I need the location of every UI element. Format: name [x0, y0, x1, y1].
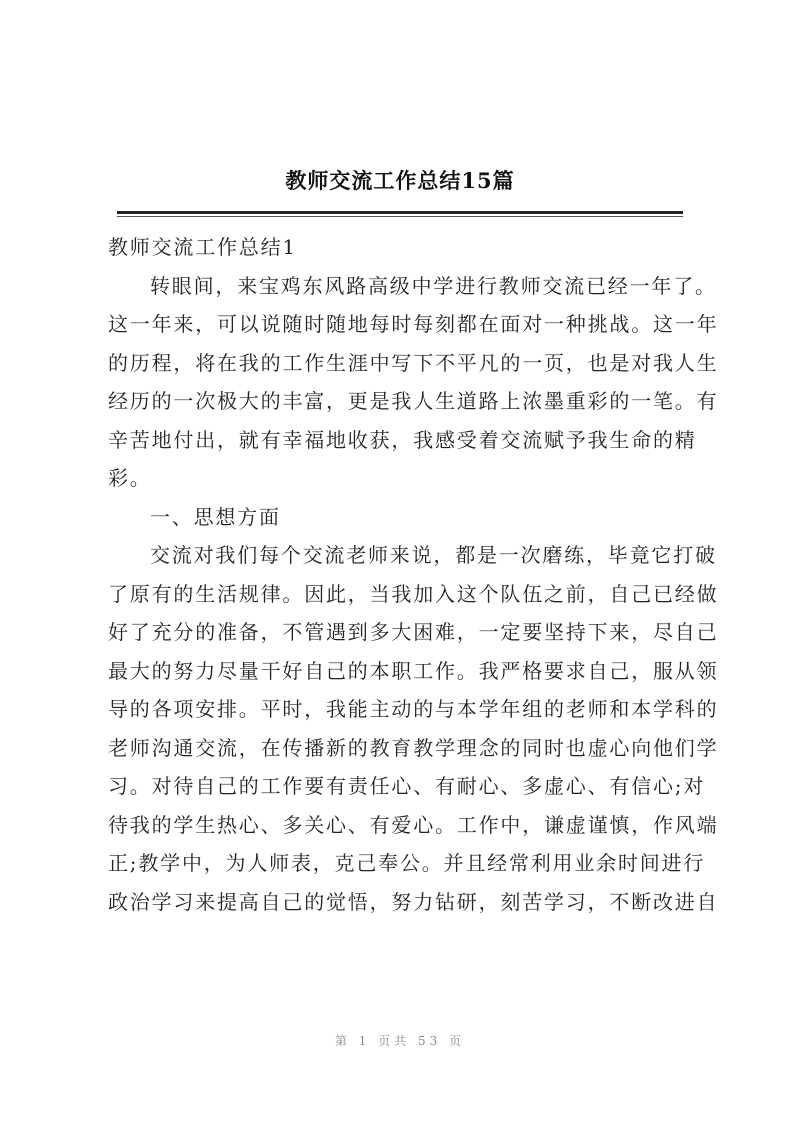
body-line: 正;教学中，为人师表，克己奉公。并且经常利用业余时间进行 [108, 851, 706, 875]
document-title: 教师交流工作总结15篇 [285, 168, 515, 193]
body-line: 的历程，将在我的工作生涯中写下不平凡的一页，也是对我人生 [108, 350, 719, 375]
body-line: 辛苦地付出，就有幸福地收获，我感受着交流赋予我生命的精 [108, 427, 697, 452]
body-line: 交流对我们每个交流老师来说，都是一次磨练，毕竟它打破 [150, 543, 717, 567]
body-line: 这一年来，可以说随时随地每时每刻都在面对一种挑战。这一年 [108, 312, 719, 336]
body-line: 彩。 [108, 466, 152, 490]
body-line: 待我的学生热心、多关心、有爱心。工作中，谦虚谨慎，作风端 [108, 812, 719, 837]
title-rule-thin [117, 216, 683, 217]
body-line: 最大的努力尽量干好自己的本职工作。我严格要求自己，服从领 [108, 658, 719, 683]
page-footer: 第 1 页共 53 页 [334, 1034, 466, 1048]
body-line: 老师沟通交流，在传播新的教育教学理念的同时也虚心向他们学 [108, 735, 719, 760]
title-rule-thick [117, 211, 683, 214]
body-line: 习。对待自己的工作要有责任心、有耐心、多虚心、有信心;对 [108, 774, 706, 798]
body-line: 好了充分的准备，不管遇到多大困难，一定要坚持下来，尽自己 [108, 620, 719, 644]
body-line: 转眼间，来宝鸡东风路高级中学进行教师交流已经一年了。 [150, 273, 717, 298]
document-body [108, 228, 719, 921]
body-line: 导的各项安排。平时，我能主动的与本学年组的老师和本学科的 [108, 697, 719, 721]
section-heading: 教师交流工作总结1 [108, 235, 297, 259]
body-line: 了原有的生活规律。因此，当我加入这个队伍之前，自己已经做 [108, 581, 719, 606]
body-line: 政治学习来提高自己的觉悟，努力钻研，刻苦学习，不断改进自 [108, 889, 719, 914]
body-line: 一、思想方面 [150, 504, 281, 529]
body-line: 经历的一次极大的丰富，更是我人生道路上浓墨重彩的一笔。有 [108, 389, 719, 413]
